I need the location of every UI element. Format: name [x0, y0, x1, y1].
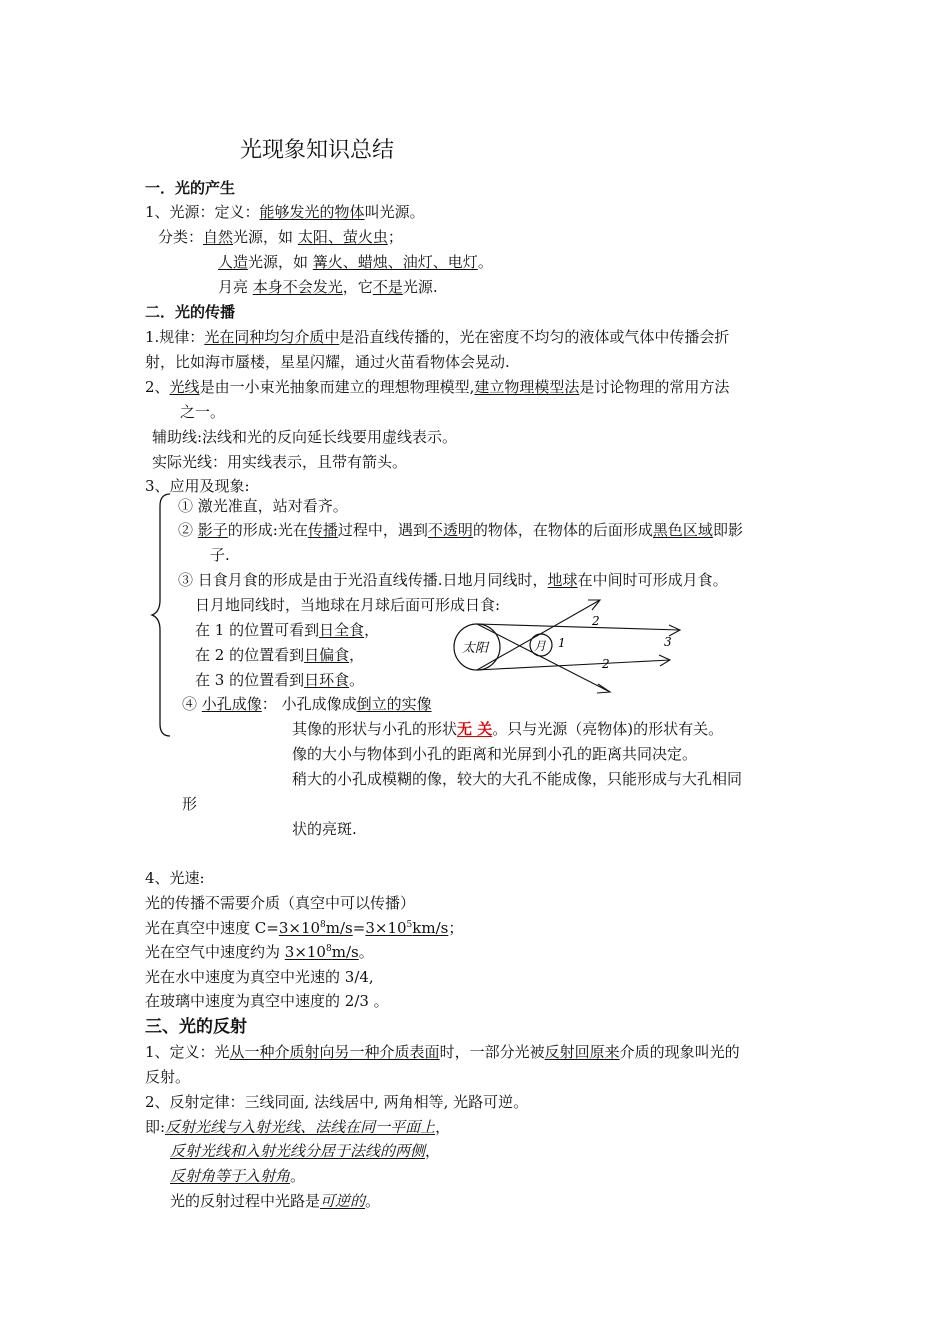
arrow-head	[588, 600, 600, 610]
position-label-3: 3	[664, 635, 672, 649]
moon-label: 月	[534, 639, 547, 653]
curly-brace	[150, 492, 174, 738]
light-ray	[477, 600, 600, 670]
text-line: 光在真空中速度 $C=3\times 10^8m/s=3\times 10^5km/s$；	[145, 919, 464, 937]
text-line: 光在空气中速度约为 $3\times 10^8m/s$。	[145, 943, 374, 961]
text-line: 光在水中速度为真空中光速的 3/4,	[145, 968, 374, 986]
text-line: ③ 日食月食的形成是由于光沿直线传播.日地月同线时，地球在中间时可形成月食。	[178, 571, 728, 589]
section-heading-3: 三、光的反射	[145, 1017, 247, 1037]
text-line: 在 3 的位置看到日环食。	[195, 671, 365, 689]
light-ray	[477, 624, 680, 630]
text-line: 形	[182, 795, 198, 813]
text-line: 月亮 本身不会发光，它不是光源.	[218, 278, 438, 296]
text-line: 2、反射定律：三线同面, 法线居中, 两角相等, 光路可逆。	[145, 1093, 529, 1111]
text-line: 之一。	[180, 403, 226, 421]
text-line: 稍大的小孔成模糊的像，较大的大孔不能成像，只能形成与大孔相同	[292, 770, 743, 788]
text-line: 4、光速:	[145, 869, 205, 887]
text-line: 实际光线：用实线表示，且带有箭头。	[152, 453, 408, 471]
text-line: 3、应用及现象:	[145, 477, 250, 495]
text-line: 其像的形状与小孔的形状无 关。只与光源（亮物体)的形状有关。	[292, 720, 724, 738]
text-line: 在 1 的位置可看到日全食，	[195, 621, 380, 639]
text-line: 光的反射过程中光路是可逆的。	[170, 1192, 381, 1210]
eclipse-diagram	[440, 590, 700, 705]
text-line: 在玻璃中速度为真空中速度的 2/3 。	[145, 992, 389, 1010]
position-label-1: 1	[558, 636, 566, 650]
text-line: 分类：自然光源，如 太阳、萤火虫；	[158, 228, 403, 246]
text-line: 2、光线是由一小束光抽象而建立的理想物理模型,建立物理模型法是讨论物理的常用方法	[145, 378, 730, 396]
text-line: ② 影子的形成:光在传播过程中，遇到不透明的物体，在物体的后面形成黑色区域即影	[178, 521, 743, 539]
text-line: ① 激光准直，站对看齐。	[178, 497, 348, 515]
section-heading-1: 一．光的产生	[145, 179, 236, 197]
text-line: 即:反射光线与入射光线、法线在同一平面上，	[145, 1118, 451, 1136]
sun-label: 太阳	[462, 641, 489, 656]
text-line: 状的亮斑.	[292, 820, 357, 838]
text-line: ④ 小孔成像： 小孔成像成倒立的实像	[182, 695, 432, 713]
position-label-2: 2	[602, 657, 610, 671]
text-line: 在 2 的位置看到日偏食，	[195, 646, 365, 664]
text-line: 1、定义：光从一种介质射向另一种介质表面时，一部分光被反射回原来介质的现象叫光的	[145, 1043, 740, 1061]
section-heading-2: 二．光的传播	[145, 303, 236, 321]
page-title: 光现象知识总结	[240, 138, 395, 163]
text-line: 辅助线:法线和光的反向延长线要用虚线表示。	[152, 428, 458, 446]
text-line: 1、光源：定义：能够发光的物体叫光源。	[145, 203, 425, 221]
text-line: 日月地同线时，当地球在月球后面可形成日食:	[195, 596, 501, 614]
text-line: 人造光源，如 篝火、蜡烛、油灯、电灯。	[218, 253, 493, 271]
text-line: 射，比如海市蜃楼，星星闪耀，通过火苗看物体会晃动.	[145, 353, 510, 371]
text-line: 反射。	[145, 1068, 191, 1086]
light-ray	[477, 660, 670, 670]
text-line: 光的传播不需要介质（真空中可以传播）	[145, 894, 416, 912]
text-line: 反射光线和入射光线分居于法线的两侧，	[170, 1142, 441, 1160]
text-line: 子.	[210, 546, 230, 564]
text-line: 像的大小与物体到小孔的距离和光屏到小孔的距离共同决定。	[292, 745, 698, 763]
text-line: 反射角等于入射角。	[170, 1167, 306, 1185]
position-label-2: 2	[592, 614, 600, 628]
text-line: 1.规律：光在同种均匀介质中是沿直线传播的，光在密度不均匀的液体或气体中传播会折	[145, 328, 730, 346]
